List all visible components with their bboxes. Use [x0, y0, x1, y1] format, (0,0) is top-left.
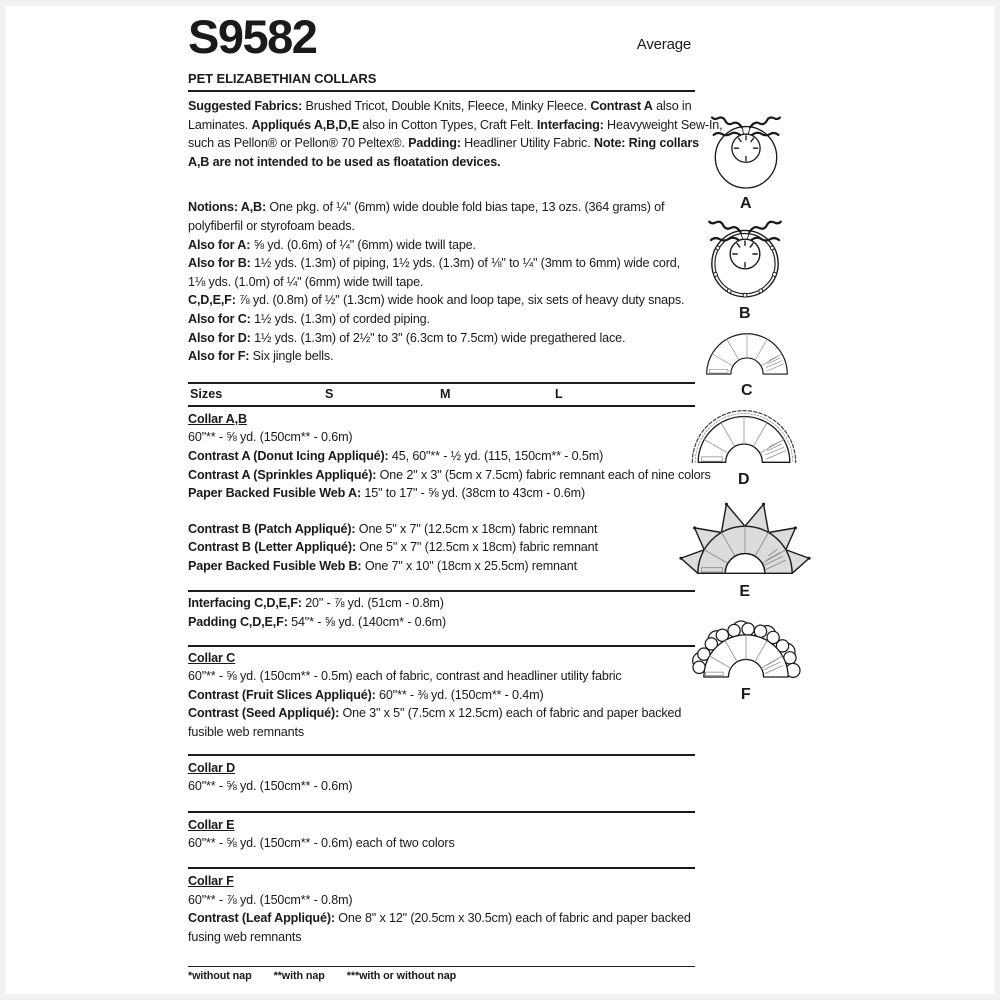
- text-line: Also for F: Six jingle bells.: [188, 349, 334, 364]
- text-line: Paper Backed Fusible Web B: One 7" x 10" (18cm x 25.5cm) remnant: [188, 558, 577, 573]
- text-line: 1⅛ yds. (1.0m) of ¼" (6mm) wide twill tape.: [188, 274, 424, 289]
- divider: [188, 811, 695, 813]
- page-title: PET ELIZABETHIAN COLLARS: [188, 71, 377, 86]
- text-line: Collar D: [188, 760, 236, 775]
- text-line: 60"** - ⅝ yd. (150cm** - 0.5m) each of fabric, contrast and headliner utility fabric: [188, 669, 622, 684]
- text-line: C,D,E,F: ⅞ yd. (0.8m) of ½" (1.3cm) wide hook and loop tape, six sets of heavy duty snaps.: [188, 293, 685, 308]
- difficulty-label: Average: [636, 36, 691, 53]
- figure-a: [700, 110, 792, 213]
- sizes-column-label: Sizes: [190, 386, 223, 401]
- figure-d-label: D: [737, 471, 751, 488]
- text-line: Padding C,D,E,F: 54"* - ⅝ yd. (140cm* - 0.6m): [188, 615, 447, 630]
- figure-c-label: C: [740, 382, 754, 399]
- text-line: 60"** - ⅝ yd. (150cm** - 0.6m): [188, 779, 353, 794]
- text-line: Interfacing C,D,E,F: 20" - ⅞ yd. (51cm - 0.8m): [188, 596, 444, 611]
- size-column-s: S: [325, 386, 334, 401]
- figure-c: [703, 330, 791, 400]
- suggested-fabrics-note: [188, 97, 723, 171]
- footnote-item: ***with or without nap: [346, 970, 457, 983]
- text-line: Paper Backed Fusible Web A: 15" to 17" - ⅝ yd. (38cm to 43cm - 0.6m): [188, 486, 585, 501]
- fan-collar-c-illustration: [703, 330, 791, 380]
- sizes-table-header: [188, 385, 695, 404]
- figure-b-label: B: [738, 305, 752, 322]
- pattern-envelope-back: [188, 10, 723, 983]
- text-line: polyfiberfil or styrofoam beads.: [188, 218, 355, 233]
- footnote-item: **with nap: [273, 970, 325, 983]
- collar-f-section: [188, 872, 695, 946]
- text-line: Laminates. Appliqués A,B,D,E also in Cotton Types, Craft Felt. Interfacing: Heavyweight Sew-In,: [188, 117, 723, 132]
- divider: [188, 754, 695, 756]
- leaf-collar-f-illustration: [688, 612, 804, 684]
- ring-collar-a-illustration: [700, 110, 792, 193]
- collar-d-section: [188, 759, 695, 796]
- text-line: Notions: A,B: One pkg. of ¼" (6mm) wide double fold bias tape, 13 ozs. (364 grams) of: [188, 200, 665, 215]
- text-line: Also for B: 1½ yds. (1.3m) of piping, 1½ yds. (1.3m) of ⅛" to ¼" (3mm to 6mm) wide cord,: [188, 256, 680, 271]
- spike-collar-e-illustration: [679, 494, 811, 581]
- text-line: Collar E: [188, 817, 235, 832]
- divider: [188, 867, 695, 869]
- text-line: Collar F: [188, 874, 234, 888]
- text-line: Contrast A (Sprinkles Appliqué): One 2" x 3" (5cm x 7.5cm) fabric remnant each of nine colors: [188, 467, 711, 482]
- size-column-l: L: [555, 386, 563, 401]
- text-line: 60"** - ⅝ yd. (150cm** - 0.6m) each of two colors: [188, 836, 455, 851]
- text-line: Contrast (Leaf Appliqué): One 8" x 12" (20.5cm x 30.5cm) each of fabric and paper backed: [188, 911, 691, 926]
- collar-ab-section: [188, 410, 711, 503]
- figure-b: [697, 212, 793, 323]
- text-line: Collar C: [188, 650, 236, 665]
- figure-e: [679, 494, 811, 601]
- divider: [188, 966, 695, 967]
- text-line: 60"** - ⅝ yd. (150cm** - 0.6m): [188, 430, 353, 445]
- text-line: Suggested Fabrics: Brushed Tricot, Double Knits, Fleece, Minky Fleece. Contrast A also in: [188, 99, 692, 113]
- footnote-item: *without nap: [188, 970, 252, 983]
- text-line: Contrast B (Letter Appliqué): One 5" x 7" (12.5cm x 18cm) fabric remnant: [188, 540, 598, 555]
- text-line: fusible web remnants: [188, 725, 305, 740]
- text-line: Collar A,B: [188, 411, 247, 426]
- text-line: Contrast (Seed Appliqué): One 3" x 5" (7.5cm x 12.5cm) each of fabric and paper backed: [188, 706, 682, 721]
- text-line: 60"** - ⅞ yd. (150cm** - 0.8m): [188, 892, 353, 907]
- text-line: such as Pellon® or Pellon® 70 Peltex®. Padding: Headliner Utility Fabric. Note: Ring collars: [188, 136, 699, 151]
- text-line: fusing web remnants: [188, 929, 302, 944]
- size-column-m: M: [440, 386, 451, 401]
- figure-d: [688, 404, 800, 489]
- text-line: Also for D: 1½ yds. (1.3m) of 2½" to 3" (6.3cm to 7.5cm) wide pregathered lace.: [188, 330, 626, 345]
- figure-a-label: A: [739, 195, 753, 212]
- divider: [188, 405, 695, 407]
- divider: [188, 590, 695, 592]
- ring-collar-b-illustration: [697, 212, 793, 303]
- text-line: A,B are not intended to be used as floatation devices.: [188, 154, 501, 169]
- interfacing-padding-section: [188, 594, 695, 631]
- figure-f-label: F: [740, 686, 752, 703]
- text-line: Contrast (Fruit Slices Appliqué): 60"** - ⅜ yd. (150cm** - 0.4m): [188, 687, 544, 702]
- figure-f: [688, 612, 804, 704]
- text-line: Also for A: ⅝ yd. (0.6m) of ¼" (6mm) wide twill tape.: [188, 237, 476, 252]
- contrast-b-section: [188, 520, 695, 576]
- collar-e-section: [188, 816, 695, 853]
- divider: [188, 382, 695, 384]
- lace-collar-d-illustration: [688, 404, 800, 469]
- text-line: Also for C: 1½ yds. (1.3m) of corded piping.: [188, 311, 430, 326]
- nap-footnotes: [188, 970, 695, 982]
- figure-e-label: E: [739, 583, 751, 600]
- text-line: Contrast B (Patch Appliqué): One 5" x 7" (12.5cm x 18cm) fabric remnant: [188, 521, 598, 536]
- divider: [188, 90, 695, 92]
- divider: [188, 645, 695, 647]
- text-line: Contrast A (Donut Icing Appliqué): 45, 60"** - ½ yd. (115, 150cm** - 0.5m): [188, 448, 604, 463]
- notions-list: [188, 198, 695, 365]
- pattern-number: S9582: [188, 10, 317, 63]
- collar-c-section: [188, 649, 695, 742]
